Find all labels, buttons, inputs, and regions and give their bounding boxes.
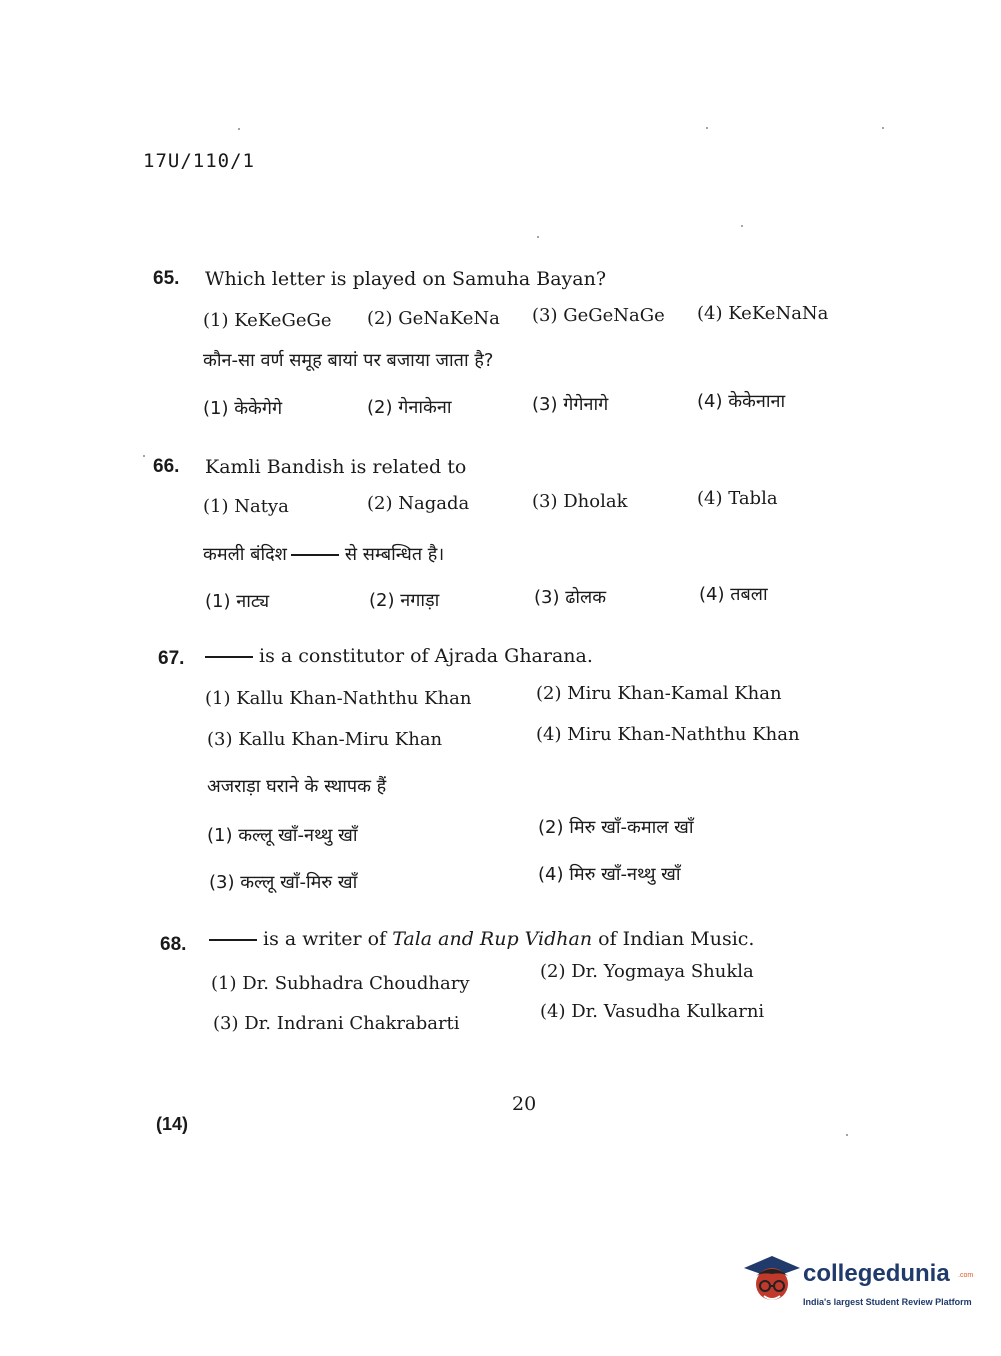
page-number: 20	[512, 1093, 537, 1115]
option: (3) Dr. Indrani Chakrabarti	[213, 1013, 460, 1034]
scan-speck	[238, 128, 240, 130]
option-hindi: (2) मिरु खाँ-कमाल खाँ	[538, 817, 694, 838]
question-text: is a writer of Tala and Rup Vidhan of Indian Music.	[209, 928, 754, 950]
brand-tagline: India's largest Student Review Platform	[803, 1297, 972, 1307]
option-hindi: (1) केकेगेगे	[203, 398, 283, 419]
scan-speck	[537, 236, 539, 238]
option: (4) Miru Khan-Naththu Khan	[536, 724, 800, 745]
booklet-code: (14)	[156, 1114, 189, 1134]
option: (1) KeKeGeGe	[203, 310, 332, 331]
brand-suffix: .com	[958, 1272, 974, 1279]
option: (3) Kallu Khan-Miru Khan	[207, 729, 443, 750]
option-hindi: (4) मिरु खाँ-नथ्थु खाँ	[538, 864, 681, 885]
option: (4) Dr. Vasudha Kulkarni	[540, 1001, 765, 1022]
question-text-hindi: कौन-सा वर्ण समूह बायां पर बजाया जाता है?	[203, 350, 494, 371]
answer-blank	[205, 656, 253, 658]
paper-code: 17U/110/1	[143, 150, 255, 172]
option: (4) KeKeNaNa	[697, 303, 829, 324]
option: (2) GeNaKeNa	[367, 308, 500, 329]
option: (2) Nagada	[367, 493, 470, 514]
option-hindi: (1) कल्लू खाँ-नथ्थु खाँ	[207, 825, 358, 846]
question-text: is a constitutor of Ajrada Gharana.	[205, 645, 593, 667]
option: (3) GeGeNaGe	[532, 305, 665, 326]
option: (1) Natya	[203, 496, 289, 517]
option-hindi: (4) केकेनाना	[697, 391, 786, 412]
question-number: 67.	[158, 648, 185, 669]
question-number: 68.	[160, 934, 187, 955]
scan-speck	[741, 225, 743, 227]
option-hindi: (4) तबला	[699, 584, 768, 605]
scan-speck	[143, 455, 145, 457]
option: (1) Dr. Subhadra Choudhary	[211, 973, 470, 994]
option: (2) Miru Khan-Kamal Khan	[536, 683, 782, 704]
option-hindi: (1) नाट्य	[205, 591, 270, 612]
question-text-hindi: अजराड़ा घराने के स्थापक हैं	[207, 776, 387, 797]
scan-speck	[846, 1134, 848, 1136]
question-text-hindi: कमली बंदिश से सम्बन्धित है।	[203, 544, 445, 565]
option-hindi: (3) ढोलक	[534, 587, 607, 608]
scan-speck	[882, 127, 884, 129]
question-number: 65.	[153, 268, 180, 289]
option: (1) Kallu Khan-Naththu Khan	[205, 688, 472, 709]
option-hindi: (3) कल्लू खाँ-मिरु खाँ	[209, 872, 358, 893]
question-text: Which letter is played on Samuha Bayan?	[205, 268, 607, 290]
question-number: 66.	[153, 456, 180, 477]
option: (4) Tabla	[697, 488, 778, 509]
scan-speck	[706, 127, 708, 129]
option-hindi: (3) गेगेनागे	[532, 394, 609, 415]
option: (2) Dr. Yogmaya Shukla	[540, 961, 754, 982]
answer-blank	[291, 554, 339, 556]
brand-name: collegedunia	[803, 1260, 950, 1287]
option-hindi: (2) गेनाकेना	[367, 397, 452, 418]
option: (3) Dholak	[532, 491, 628, 512]
answer-blank	[209, 939, 257, 941]
option-hindi: (2) नगाड़ा	[369, 590, 440, 611]
question-text: Kamli Bandish is related to	[205, 456, 467, 478]
